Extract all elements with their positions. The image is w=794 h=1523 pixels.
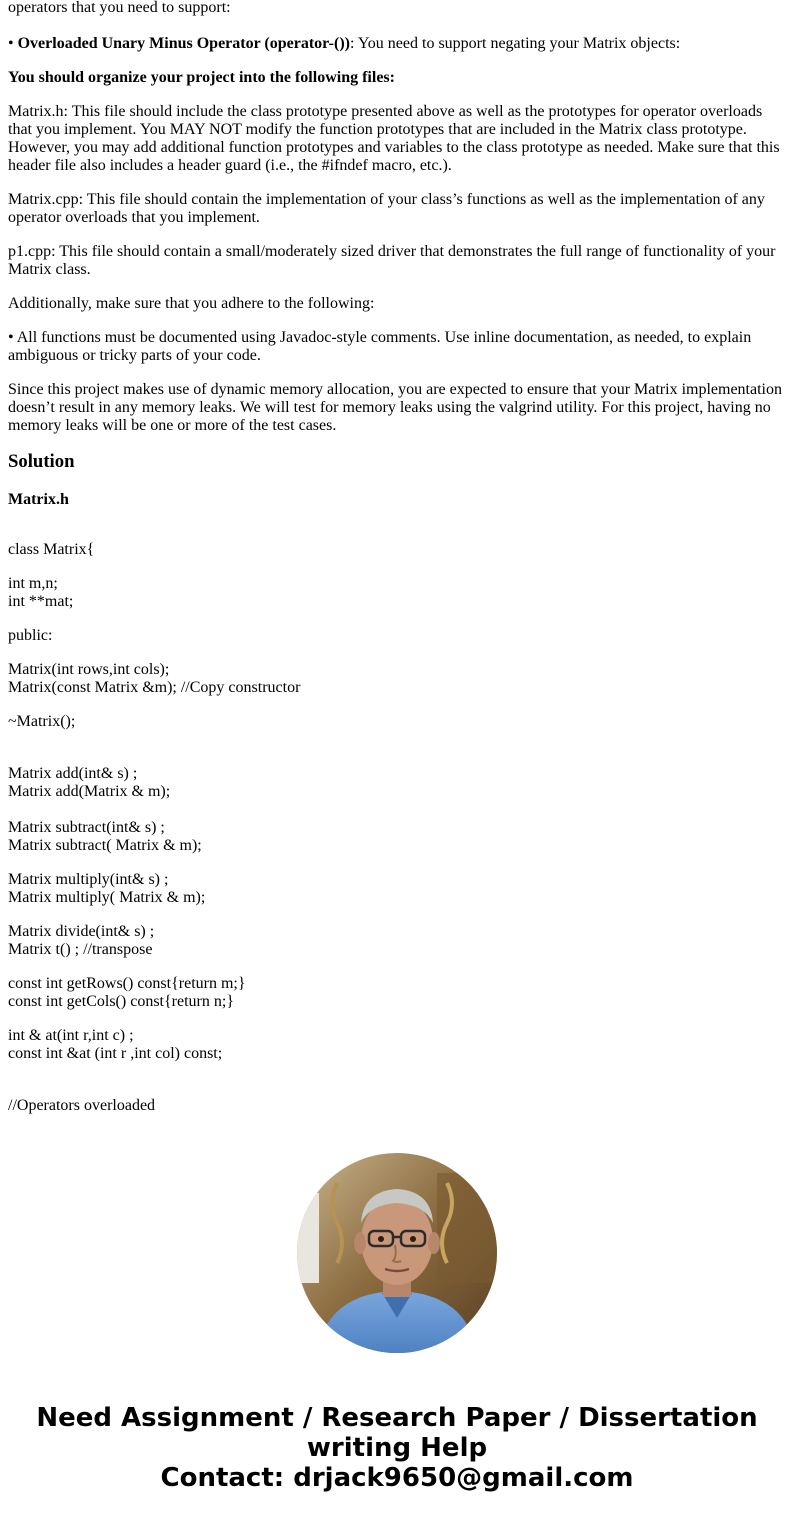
code-line: int m,n; [8, 575, 58, 592]
code-line: Matrix add(Matrix & m); [8, 783, 171, 800]
files-heading: You should organize your project into the following files: [8, 69, 395, 86]
matrix-h-description: Matrix.h: This file should include the class prototype presented above as well as the prototypes for operator overloads that you implement. You MAY NOT modify the function prototypes that are included in the Matrix class prototype. However, you may add additional function prototypes and variables to the class prototype as needed. Make sure that this header file also includes a header guard (i.e., the #ifndef macro, etc.). [8, 103, 780, 174]
code-line: const int getRows() const{return m;} [8, 975, 246, 992]
unary-minus-description: : You need to support negating your Matrix objects: [350, 35, 681, 52]
code-listing [8, 525, 786, 1115]
unary-minus-label: Overloaded Unary Minus Operator (operator-()) [17, 35, 350, 52]
code-line: Matrix add(int& s) ; [8, 765, 138, 782]
unary-minus-item [8, 35, 786, 53]
code-line: Matrix subtract( Matrix & m); [8, 837, 202, 854]
code-line: Matrix t() ; //transpose [8, 941, 153, 958]
code-line: const int &at (int r ,int col) const; [8, 1045, 223, 1062]
code-line: Matrix(const Matrix &m); //Copy constructor [8, 679, 301, 696]
p1-cpp-description: p1.cpp: This file should contain a small/moderately sized driver that demonstrates the full range of functionality of your Matrix class. [8, 243, 776, 278]
code-line: int **mat; [8, 593, 74, 610]
code-line: class Matrix{ [8, 541, 95, 558]
javadoc-bullet: • All functions must be documented using Javadoc-style comments. Use inline documentation, as needed, to explain ambiguous or tricky parts of your code. [8, 329, 752, 364]
document-body [8, 0, 786, 1131]
code-line: ~Matrix(); [8, 713, 76, 730]
promo-contact: Contact: drjack9650@gmail.com [160, 1463, 634, 1493]
bullet: • [8, 35, 18, 52]
code-line: Matrix(int rows,int cols); [8, 661, 170, 678]
code-line: Matrix multiply(int& s) ; [8, 871, 169, 888]
code-line: Matrix subtract(int& s) ; [8, 819, 165, 836]
code-line: int & at(int r,int c) ; [8, 1027, 134, 1044]
operators-line: operators that you need to support: [8, 0, 231, 16]
code-line: //Operators overloaded [8, 1097, 156, 1114]
matrix-cpp-description: Matrix.cpp: This file should contain the implementation of your class’s functions as well as the implementation of any operator overloads that you implement. [8, 191, 765, 226]
author-photo [297, 1153, 497, 1353]
additional-intro: Additionally, make sure that you adhere to the following: [8, 295, 375, 312]
code-line: public: [8, 627, 53, 644]
memory-leak-paragraph: Since this project makes use of dynamic memory allocation, you are expected to ensure that your Matrix implementation doesn’t result in any memory leaks. We will test for memory leaks using the valgrind utility. For this project, having no memory leaks will be one or more of the test cases. [8, 381, 782, 434]
code-line: const int getCols() const{return n;} [8, 993, 234, 1010]
solution-heading: Solution [8, 451, 75, 472]
promo-line: Need Assignment / Research Paper / Dissertation [36, 1403, 758, 1433]
solution-file-label: Matrix.h [8, 491, 69, 508]
code-line: Matrix divide(int& s) ; [8, 923, 155, 940]
code-line: Matrix multiply( Matrix & m); [8, 889, 206, 906]
promo-banner [0, 1403, 794, 1493]
promo-line: writing Help [306, 1433, 488, 1463]
